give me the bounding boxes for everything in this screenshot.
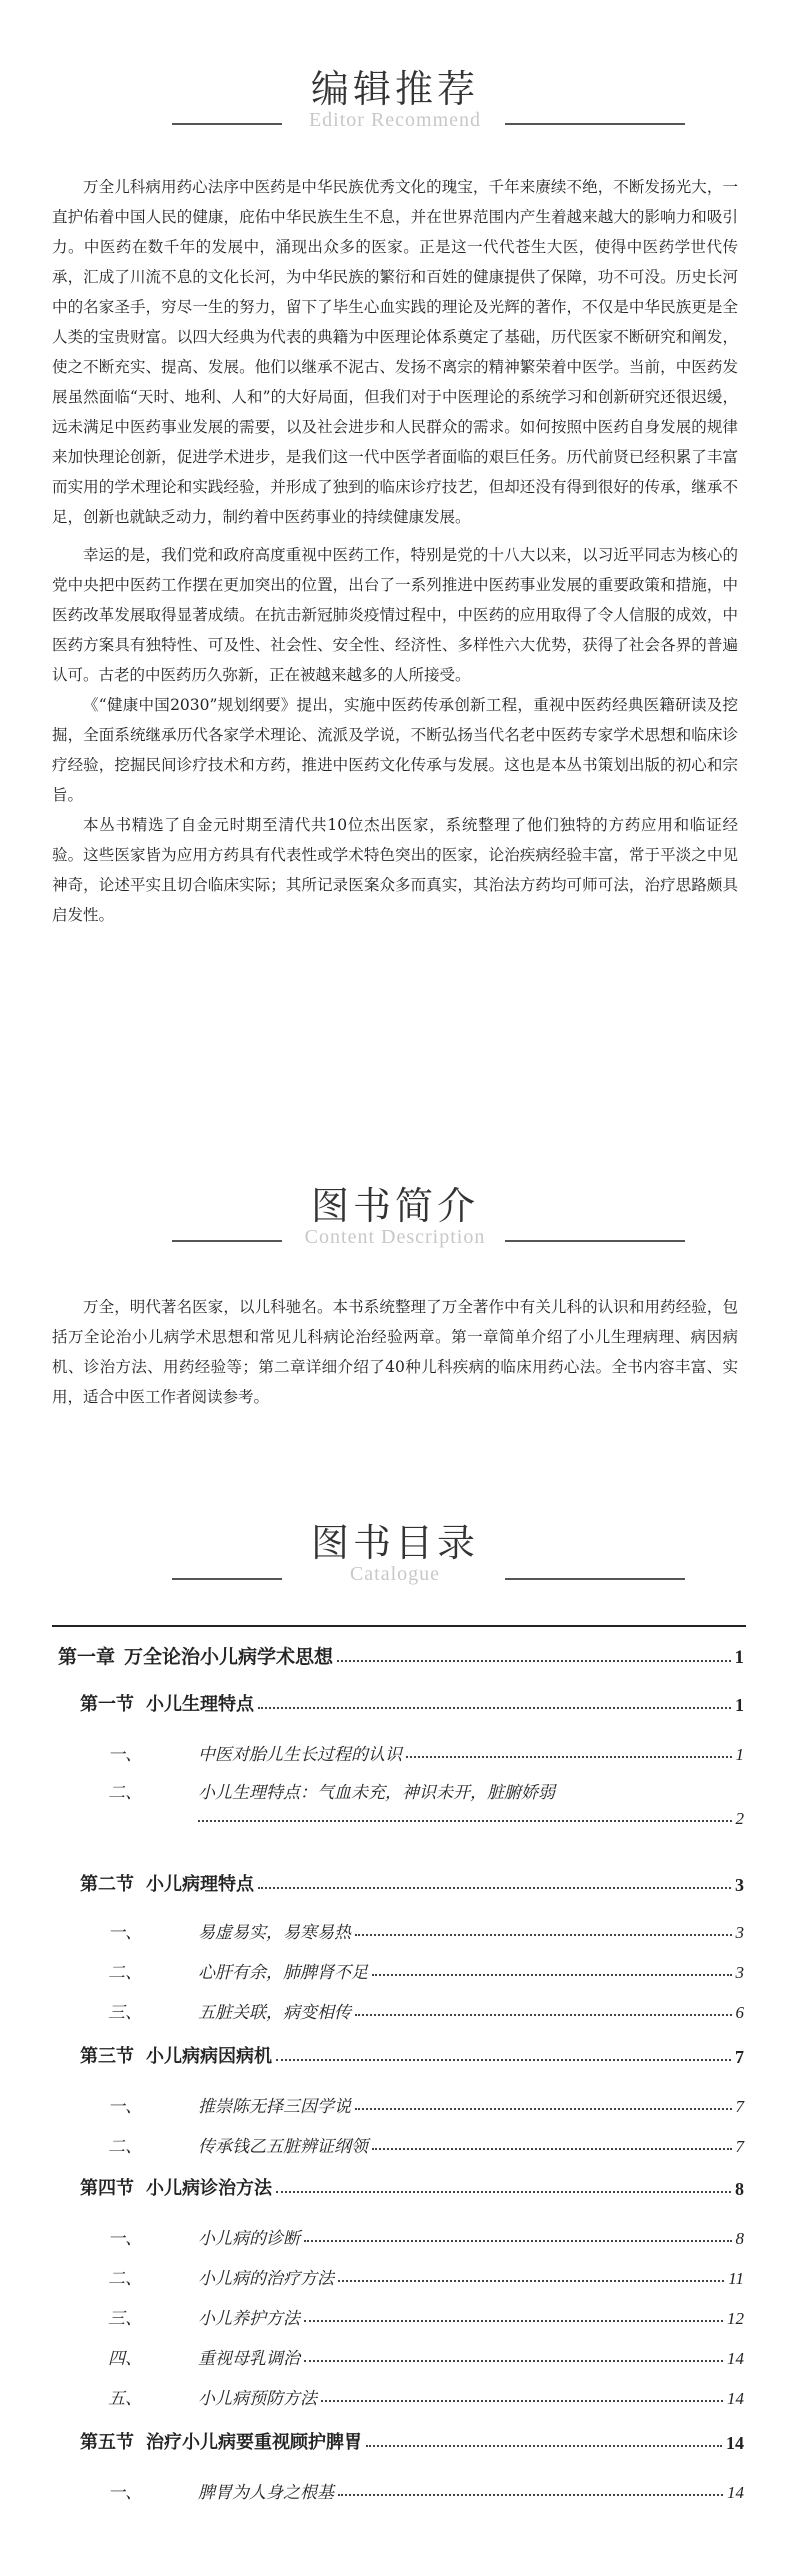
toc-item-number: 四、: [108, 2349, 142, 2369]
catalogue-subtitle: Catalogue: [349, 1563, 441, 1585]
toc-page-number: 14: [727, 2389, 744, 2408]
toc-leader-dots: [337, 1660, 730, 1662]
toc-section[interactable]: [80, 2042, 744, 2068]
toc-section-title: 小儿生理特点: [146, 1694, 254, 1715]
toc-item[interactable]: [108, 1740, 744, 1765]
editor-rule-right: [505, 123, 685, 125]
toc-item-title: 重视母乳调治: [198, 2349, 300, 2369]
intro-paragraph: 万全，明代著名医家，以儿科驰名。本书系统整理了万全著作中有关儿科的认识和用药经验，包括万全论治小儿病学术思想和常见儿科病论治经验两章。第一章简单介绍了小儿生理病理、病因病机、诊治方法、用药经验等；第二章详细介绍了40种儿科疾病的临床用药心法。全书内容丰富、实用，适合中医工作者阅读参考。: [52, 1298, 738, 1406]
toc-leader-dots: [258, 1887, 731, 1889]
toc-item-title: 中医对胎儿生长过程的认识: [198, 1745, 402, 1765]
catalogue-title: 图书目录: [310, 1521, 479, 1565]
editor-paragraph-4: 本丛书精选了自金元时期至清代共10位杰出医家，系统整理了他们独特的方药应用和临证经验。这些医家皆为应用方药具有代表性或学术特色突出的医家，论治疾病经验丰富，常于平淡之中见神奇，论述平实且切合临床实际；其所记录医案众多而真实，其治法方药均可师可法，治疗思路颇具启发性。: [52, 816, 738, 924]
toc-page-number: 7: [735, 2047, 744, 2067]
toc-page-number: 3: [735, 1963, 744, 1982]
toc-item-number: 二、: [108, 2269, 142, 2289]
toc-page-number: 12: [727, 2309, 744, 2328]
intro-header: [0, 1175, 790, 1265]
toc-leader-dots: [372, 2148, 732, 2150]
toc-leader-dots: [355, 1934, 732, 1936]
toc-item-title: 小儿病的诊断: [198, 2229, 300, 2249]
intro-subtitle: Content Description: [304, 1226, 486, 1248]
toc-page-number: 7: [735, 2097, 744, 2116]
toc-leader-dots: [276, 2059, 731, 2061]
toc-leader-dots: [355, 2108, 732, 2110]
toc-chapter-title: 万全论治小儿病学术思想: [124, 1646, 334, 1668]
toc-page-number: 1: [735, 1695, 744, 1715]
toc-section[interactable]: [80, 2174, 744, 2200]
toc-section-title: 小儿病诊治方法: [146, 2178, 272, 2199]
editor-body: [52, 172, 738, 930]
toc-leader-dots: [355, 2014, 732, 2016]
toc-item-title: 传承钱乙五脏辨证纲领: [198, 2137, 368, 2157]
toc-page-number: 2: [735, 1809, 744, 1828]
toc-section[interactable]: [80, 1690, 744, 1716]
editor-header: [0, 58, 790, 148]
catalogue-rule-left: [172, 1578, 282, 1580]
toc-item-number: 一、: [108, 2097, 142, 2117]
toc-item[interactable]: [108, 1998, 744, 2023]
toc-item-number: 二、: [108, 2137, 142, 2157]
toc-section[interactable]: [80, 2428, 744, 2454]
toc-item[interactable]: [108, 2478, 744, 2503]
toc-leader-dots: [366, 2445, 722, 2447]
toc-item-title: 小儿病预防方法: [198, 2389, 317, 2409]
toc-item[interactable]: [108, 1918, 744, 1943]
toc-item-title: 小儿生理特点：气血未充，神识未开，脏腑娇弱: [198, 1783, 555, 1803]
intro-rule-left: [172, 1240, 282, 1242]
toc-section[interactable]: [80, 1870, 744, 1896]
toc-leader-dots: [338, 2494, 723, 2496]
editor-paragraph-3: 《“健康中国2030”规划纲要》提出，实施中医药传承创新工程，重视中医药经典医籍研读及挖掘，全面系统继承历代各家学术理论、流派及学说，不断弘扬当代名老中医药专家学术思想和临床诊疗经验，挖掘民间诊疗技术和方药，推进中医药文化传承与发展。这也是本丛书策划出版的初心和宗旨。: [52, 696, 738, 804]
toc-leader-dots: [338, 2280, 724, 2282]
toc-item-title: 小儿养护方法: [198, 2309, 300, 2329]
toc-chapter-number: 第一章: [58, 1646, 116, 1668]
toc-section-number: 第一节: [80, 1694, 134, 1715]
toc-leader-dots: [304, 2360, 723, 2362]
toc-item-title: 五脏关联，病变相传: [198, 2003, 351, 2023]
toc-item-title: 脾胃为人身之根基: [198, 2483, 334, 2503]
editor-rule-left: [172, 123, 282, 125]
editor-title: 编辑推荐: [310, 67, 479, 111]
toc-item[interactable]: [108, 2384, 744, 2409]
toc-item[interactable]: [108, 2132, 744, 2157]
toc-item[interactable]: [108, 2092, 744, 2117]
toc-page-number: 11: [728, 2269, 744, 2288]
toc-page-number: 3: [735, 1875, 744, 1895]
toc-leader-dots: [304, 2320, 723, 2322]
toc-item[interactable]: [108, 2344, 744, 2369]
toc-page-number: 14: [726, 2433, 744, 2453]
toc-item[interactable]: [108, 1778, 744, 1829]
editor-paragraph-1: 万全儿科病用药心法序中医药是中华民族优秀文化的瑰宝，千年来赓续不绝，不断发扬光大，一直护佑着中国人民的健康，庇佑中华民族生生不息，并在世界范围内产生着越来越大的影响力和吸引力。中医药在数千年的发展中，涌现出众多的医家。正是这一代代苍生大医，使得中医药学世代传承，汇成了川流不息的文化长河，为中华民族的繁衍和百姓的健康提供了保障，功不可没。历史长河中的名家圣手，穷尽一生的努力，留下了毕生心血实践的理论及光辉的著作，不仅是中华民族更是全人类的宝贵财富。以四大经典为代表的典籍为中医理论体系奠定了基础，历代医家不断研究和阐发，使之不断充实、提高、发展。他们以继承不泥古、发扬不离宗的精神繁荣着中医学。当前，中医药发展虽然面临“天时、地利、人和”的大好局面，但我们对于中医理论的系统学习和创新研究还很迟缓，远未满足中医药事业发展的需要，以及社会进步和人民群众的需求。如何按照中医药自身发展的规律来加快理论创新，促进学术进步，是我们这一代中医学者面临的艰巨任务。历代前贤已经积累了丰富而实用的学术理论和实践经验，并形成了独到的临床诊疗技艺，但却还没有得到很好的传承，继承不足，创新也就缺乏动力，制约着中医药事业的持续健康发展。: [52, 178, 738, 526]
toc-item[interactable]: [108, 2304, 744, 2329]
editor-subtitle: Editor Recommend: [308, 109, 482, 131]
toc-leader-dots: [304, 2240, 732, 2242]
toc-section-number: 第二节: [80, 1874, 134, 1895]
editor-paragraph-2: 幸运的是，我们党和政府高度重视中医药工作，特别是党的十八大以来，以习近平同志为核心的党中央把中医药工作摆在更加突出的位置，出台了一系列推进中医药事业发展的重要政策和措施，中医药改革发展取得显著成绩。在抗击新冠肺炎疫情过程中，中医药的应用取得了令人信服的成效，中医药方案具有独特性、可及性、社会性、安全性、经济性、多样性六大优势，获得了社会各界的普遍认可。古老的中医药历久弥新，正在被越来越多的人所接受。: [52, 546, 738, 684]
toc-leader-dots: [258, 1707, 731, 1709]
toc-item-number: 三、: [108, 2309, 142, 2329]
toc-leader-dots: [372, 1974, 732, 1976]
toc-item[interactable]: [108, 1958, 744, 1983]
toc-section-title: 小儿病病因病机: [146, 2046, 272, 2067]
catalogue-header: [0, 1512, 790, 1602]
toc-item[interactable]: [108, 2224, 744, 2249]
toc-item-number: 一、: [108, 2483, 142, 2503]
toc-section-number: 第四节: [80, 2178, 134, 2199]
toc-page-number: 3: [735, 1923, 744, 1942]
toc-page-number: 8: [735, 2179, 744, 2199]
toc-chapter[interactable]: [58, 1642, 744, 1669]
toc-item-title: 易虚易实，易寒易热: [198, 1923, 351, 1943]
toc-divider: [52, 1625, 746, 1627]
toc-item-number: 一、: [108, 1923, 142, 1943]
toc-page-number: 14: [727, 2483, 744, 2502]
toc-section-title: 治疗小儿病要重视顾护脾胃: [146, 2432, 362, 2453]
toc-item-number: 二、: [108, 1783, 142, 1803]
toc-section-number: 第五节: [80, 2432, 134, 2453]
toc-item-title: 小儿病的治疗方法: [198, 2269, 334, 2289]
intro-rule-right: [505, 1240, 685, 1242]
toc-section-title: 小儿病理特点: [146, 1874, 254, 1895]
toc-item-number: 三、: [108, 2003, 142, 2023]
toc-item-number: 一、: [108, 2229, 142, 2249]
intro-title: 图书简介: [310, 1184, 479, 1228]
toc-item-title: 心肝有余，肺脾肾不足: [198, 1963, 368, 1983]
toc-item-number: 二、: [108, 1963, 142, 1983]
catalogue-rule-right: [505, 1578, 685, 1580]
toc-page-number: 6: [735, 2003, 744, 2022]
toc-leader-dots: [406, 1756, 732, 1758]
intro-body: [52, 1292, 738, 1412]
toc-leader-dots: [276, 2191, 731, 2193]
toc-item-title: 推崇陈无择三因学说: [198, 2097, 351, 2117]
toc-page-number: 1: [734, 1647, 744, 1668]
toc-leader-dots: [321, 2400, 723, 2402]
toc-page-number: 1: [735, 1745, 744, 1764]
toc-item[interactable]: [108, 2264, 744, 2289]
toc-leader-dots: [198, 1820, 732, 1822]
toc-item-number: 一、: [108, 1745, 142, 1765]
toc-page-number: 8: [735, 2229, 744, 2248]
toc-page-number: 14: [727, 2349, 744, 2368]
toc-section-number: 第三节: [80, 2046, 134, 2067]
toc-page-number: 7: [735, 2137, 744, 2156]
toc-item-number: 五、: [108, 2389, 142, 2409]
